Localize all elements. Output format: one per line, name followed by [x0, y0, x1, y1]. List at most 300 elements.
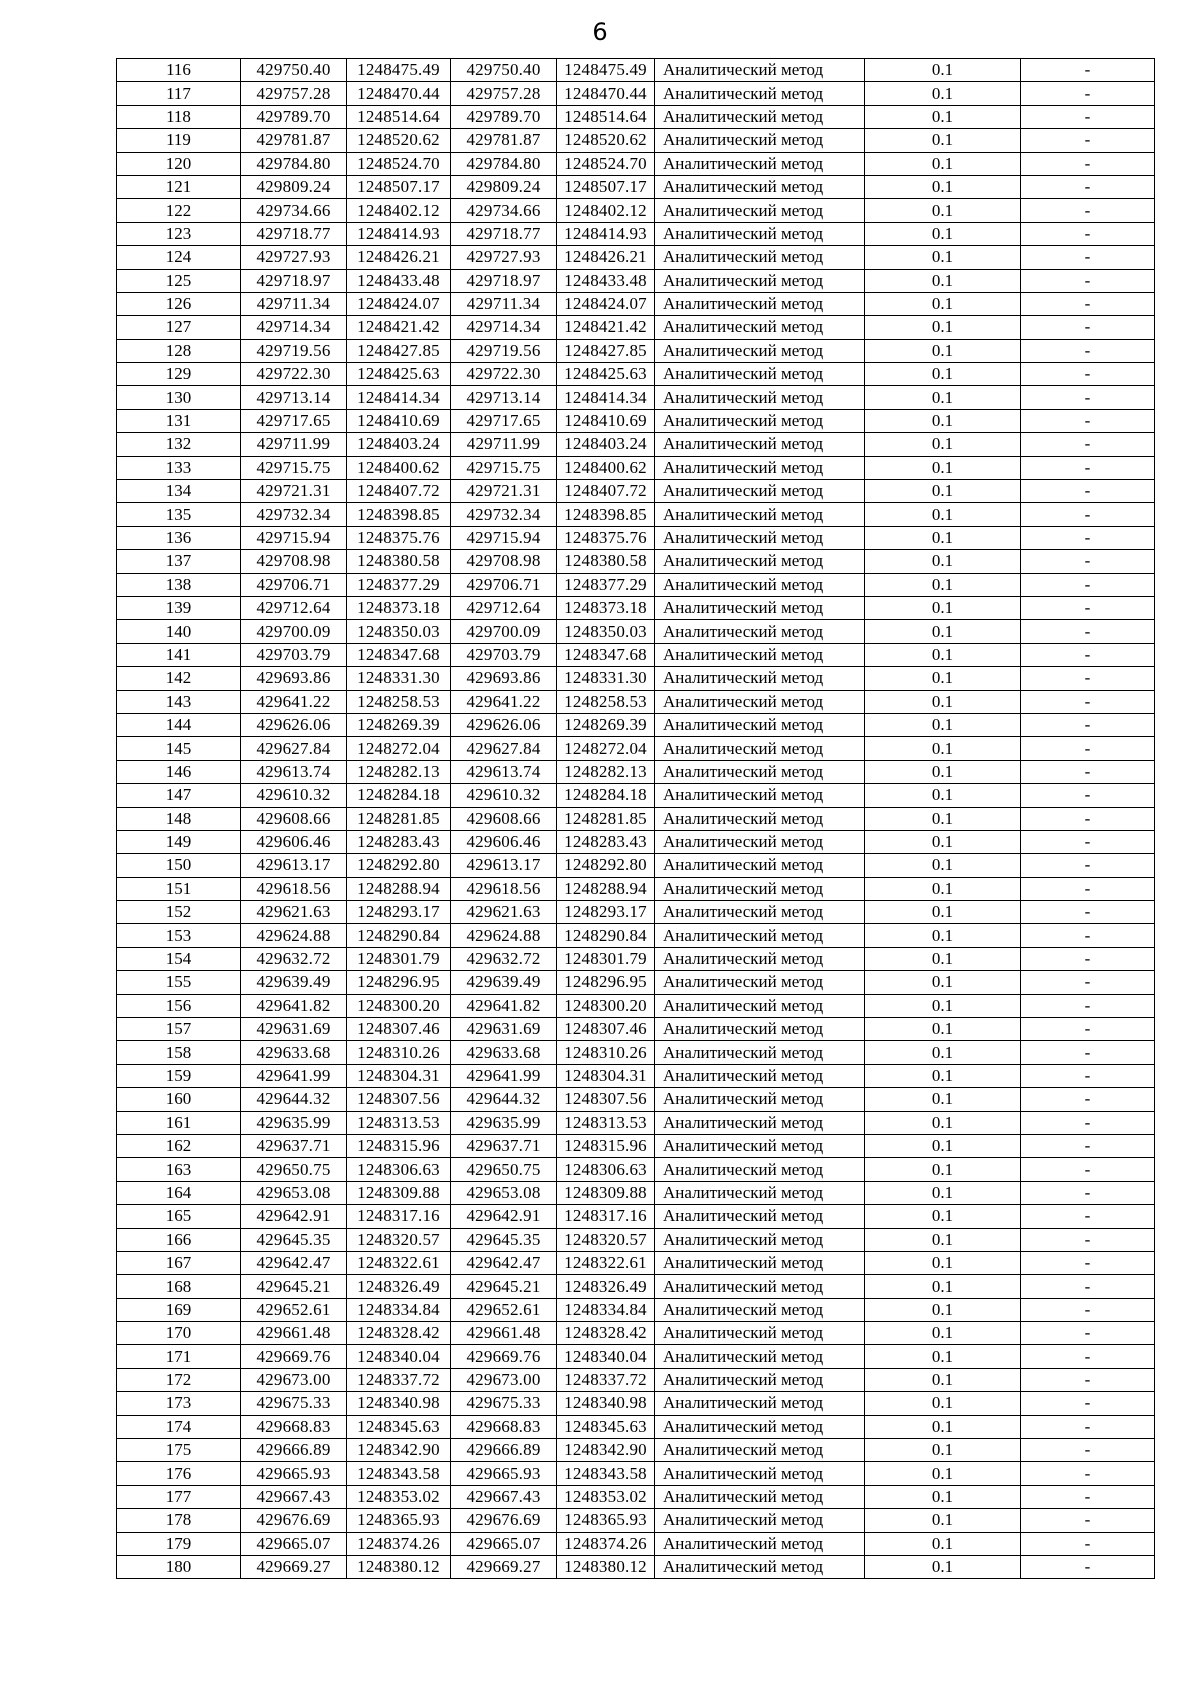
determination-method-cell: Аналитический метод [655, 1368, 865, 1391]
determination-method-cell: Аналитический метод [655, 129, 865, 152]
x-coordinate-2-cell: 429666.89 [451, 1439, 557, 1462]
x-coordinate-2-cell: 429610.32 [451, 784, 557, 807]
note-cell: - [1021, 1275, 1155, 1298]
table-row [117, 82, 1155, 105]
y-coordinate-cell: 1248425.63 [347, 363, 451, 386]
x-coordinate-2-cell: 429717.65 [451, 409, 557, 432]
accuracy-cell: 0.1 [865, 526, 1021, 549]
note-cell: - [1021, 82, 1155, 105]
note-cell: - [1021, 1298, 1155, 1321]
note-cell: - [1021, 1509, 1155, 1532]
x-coordinate-2-cell: 429645.35 [451, 1228, 557, 1251]
x-coordinate-2-cell: 429632.72 [451, 947, 557, 970]
accuracy-cell: 0.1 [865, 363, 1021, 386]
determination-method-cell: Аналитический метод [655, 1415, 865, 1438]
x-coordinate-cell: 429626.06 [241, 713, 347, 736]
note-cell: - [1021, 971, 1155, 994]
accuracy-cell: 0.1 [865, 1158, 1021, 1181]
table-row [117, 1415, 1155, 1438]
y-coordinate-2-cell: 1248421.42 [557, 316, 655, 339]
point-number-cell: 121 [117, 175, 241, 198]
x-coordinate-cell: 429703.79 [241, 643, 347, 666]
accuracy-cell: 0.1 [865, 971, 1021, 994]
accuracy-cell: 0.1 [865, 105, 1021, 128]
table-row [117, 526, 1155, 549]
x-coordinate-cell: 429715.94 [241, 526, 347, 549]
y-coordinate-cell: 1248307.56 [347, 1088, 451, 1111]
table-row [117, 1018, 1155, 1041]
y-coordinate-cell: 1248424.07 [347, 292, 451, 315]
table-row [117, 1392, 1155, 1415]
note-cell: - [1021, 620, 1155, 643]
table-row [117, 1345, 1155, 1368]
determination-method-cell: Аналитический метод [655, 199, 865, 222]
table-row [117, 503, 1155, 526]
note-cell: - [1021, 901, 1155, 924]
y-coordinate-2-cell: 1248380.58 [557, 550, 655, 573]
point-number-cell: 129 [117, 363, 241, 386]
accuracy-cell: 0.1 [865, 1228, 1021, 1251]
y-coordinate-2-cell: 1248514.64 [557, 105, 655, 128]
y-coordinate-2-cell: 1248424.07 [557, 292, 655, 315]
y-coordinate-2-cell: 1248365.93 [557, 1509, 655, 1532]
note-cell: - [1021, 737, 1155, 760]
point-number-cell: 169 [117, 1298, 241, 1321]
y-coordinate-cell: 1248347.68 [347, 643, 451, 666]
accuracy-cell: 0.1 [865, 1509, 1021, 1532]
note-cell: - [1021, 877, 1155, 900]
note-cell: - [1021, 222, 1155, 245]
determination-method-cell: Аналитический метод [655, 526, 865, 549]
note-cell: - [1021, 1556, 1155, 1579]
y-coordinate-2-cell: 1248292.80 [557, 854, 655, 877]
table-row [117, 1275, 1155, 1298]
x-coordinate-cell: 429624.88 [241, 924, 347, 947]
accuracy-cell: 0.1 [865, 386, 1021, 409]
y-coordinate-cell: 1248282.13 [347, 760, 451, 783]
y-coordinate-cell: 1248410.69 [347, 409, 451, 432]
x-coordinate-cell: 429627.84 [241, 737, 347, 760]
y-coordinate-cell: 1248380.58 [347, 550, 451, 573]
x-coordinate-cell: 429676.69 [241, 1509, 347, 1532]
point-number-cell: 116 [117, 59, 241, 82]
accuracy-cell: 0.1 [865, 620, 1021, 643]
x-coordinate-2-cell: 429711.99 [451, 433, 557, 456]
x-coordinate-2-cell: 429641.99 [451, 1064, 557, 1087]
accuracy-cell: 0.1 [865, 994, 1021, 1017]
determination-method-cell: Аналитический метод [655, 59, 865, 82]
determination-method-cell: Аналитический метод [655, 409, 865, 432]
x-coordinate-cell: 429645.21 [241, 1275, 347, 1298]
table-row [117, 550, 1155, 573]
y-coordinate-cell: 1248301.79 [347, 947, 451, 970]
determination-method-cell: Аналитический метод [655, 1462, 865, 1485]
table-row [117, 175, 1155, 198]
note-cell: - [1021, 1181, 1155, 1204]
determination-method-cell: Аналитический метод [655, 971, 865, 994]
table-row [117, 1111, 1155, 1134]
x-coordinate-cell: 429641.82 [241, 994, 347, 1017]
y-coordinate-2-cell: 1248313.53 [557, 1111, 655, 1134]
point-number-cell: 126 [117, 292, 241, 315]
accuracy-cell: 0.1 [865, 1205, 1021, 1228]
note-cell: - [1021, 643, 1155, 666]
x-coordinate-2-cell: 429633.68 [451, 1041, 557, 1064]
y-coordinate-2-cell: 1248293.17 [557, 901, 655, 924]
x-coordinate-2-cell: 429631.69 [451, 1018, 557, 1041]
accuracy-cell: 0.1 [865, 339, 1021, 362]
point-number-cell: 135 [117, 503, 241, 526]
table-row [117, 246, 1155, 269]
x-coordinate-2-cell: 429653.08 [451, 1181, 557, 1204]
point-number-cell: 172 [117, 1368, 241, 1391]
table-row [117, 947, 1155, 970]
determination-method-cell: Аналитический метод [655, 760, 865, 783]
table-row [117, 737, 1155, 760]
determination-method-cell: Аналитический метод [655, 292, 865, 315]
point-number-cell: 144 [117, 713, 241, 736]
point-number-cell: 155 [117, 971, 241, 994]
determination-method-cell: Аналитический метод [655, 877, 865, 900]
y-coordinate-2-cell: 1248281.85 [557, 807, 655, 830]
determination-method-cell: Аналитический метод [655, 363, 865, 386]
x-coordinate-2-cell: 429789.70 [451, 105, 557, 128]
table-body [117, 59, 1155, 1579]
x-coordinate-cell: 429718.97 [241, 269, 347, 292]
y-coordinate-2-cell: 1248304.31 [557, 1064, 655, 1087]
accuracy-cell: 0.1 [865, 246, 1021, 269]
y-coordinate-cell: 1248373.18 [347, 596, 451, 619]
determination-method-cell: Аналитический метод [655, 1064, 865, 1087]
x-coordinate-2-cell: 429669.27 [451, 1556, 557, 1579]
accuracy-cell: 0.1 [865, 947, 1021, 970]
note-cell: - [1021, 129, 1155, 152]
x-coordinate-2-cell: 429669.76 [451, 1345, 557, 1368]
note-cell: - [1021, 1322, 1155, 1345]
table-row [117, 807, 1155, 830]
x-coordinate-2-cell: 429635.99 [451, 1111, 557, 1134]
table-row [117, 1064, 1155, 1087]
x-coordinate-2-cell: 429667.43 [451, 1485, 557, 1508]
y-coordinate-2-cell: 1248410.69 [557, 409, 655, 432]
point-number-cell: 142 [117, 667, 241, 690]
table-row [117, 1251, 1155, 1274]
y-coordinate-2-cell: 1248414.93 [557, 222, 655, 245]
y-coordinate-cell: 1248283.43 [347, 830, 451, 853]
x-coordinate-cell: 429715.75 [241, 456, 347, 479]
x-coordinate-2-cell: 429626.06 [451, 713, 557, 736]
determination-method-cell: Аналитический метод [655, 1298, 865, 1321]
note-cell: - [1021, 596, 1155, 619]
y-coordinate-2-cell: 1248317.16 [557, 1205, 655, 1228]
accuracy-cell: 0.1 [865, 924, 1021, 947]
table-row [117, 1439, 1155, 1462]
table-row [117, 292, 1155, 315]
table-row [117, 59, 1155, 82]
accuracy-cell: 0.1 [865, 480, 1021, 503]
y-coordinate-2-cell: 1248520.62 [557, 129, 655, 152]
table-row [117, 643, 1155, 666]
point-number-cell: 133 [117, 456, 241, 479]
determination-method-cell: Аналитический метод [655, 1228, 865, 1251]
y-coordinate-cell: 1248350.03 [347, 620, 451, 643]
x-coordinate-2-cell: 429676.69 [451, 1509, 557, 1532]
table-row [117, 1205, 1155, 1228]
y-coordinate-cell: 1248300.20 [347, 994, 451, 1017]
point-number-cell: 168 [117, 1275, 241, 1298]
point-number-cell: 153 [117, 924, 241, 947]
point-number-cell: 157 [117, 1018, 241, 1041]
x-coordinate-2-cell: 429665.07 [451, 1532, 557, 1555]
table-row [117, 1462, 1155, 1485]
y-coordinate-cell: 1248307.46 [347, 1018, 451, 1041]
y-coordinate-2-cell: 1248320.57 [557, 1228, 655, 1251]
x-coordinate-cell: 429632.72 [241, 947, 347, 970]
note-cell: - [1021, 1111, 1155, 1134]
note-cell: - [1021, 1228, 1155, 1251]
x-coordinate-2-cell: 429718.77 [451, 222, 557, 245]
determination-method-cell: Аналитический метод [655, 1134, 865, 1157]
y-coordinate-2-cell: 1248296.95 [557, 971, 655, 994]
accuracy-cell: 0.1 [865, 760, 1021, 783]
point-number-cell: 180 [117, 1556, 241, 1579]
y-coordinate-2-cell: 1248326.49 [557, 1275, 655, 1298]
x-coordinate-cell: 429781.87 [241, 129, 347, 152]
y-coordinate-cell: 1248290.84 [347, 924, 451, 947]
accuracy-cell: 0.1 [865, 409, 1021, 432]
y-coordinate-cell: 1248315.96 [347, 1134, 451, 1157]
y-coordinate-cell: 1248427.85 [347, 339, 451, 362]
accuracy-cell: 0.1 [865, 807, 1021, 830]
determination-method-cell: Аналитический метод [655, 690, 865, 713]
point-number-cell: 139 [117, 596, 241, 619]
x-coordinate-2-cell: 429613.17 [451, 854, 557, 877]
table-row [117, 386, 1155, 409]
table-row [117, 339, 1155, 362]
y-coordinate-cell: 1248334.84 [347, 1298, 451, 1321]
x-coordinate-cell: 429661.48 [241, 1322, 347, 1345]
note-cell: - [1021, 526, 1155, 549]
table-row [117, 1509, 1155, 1532]
x-coordinate-2-cell: 429718.97 [451, 269, 557, 292]
table-row [117, 1322, 1155, 1345]
point-number-cell: 124 [117, 246, 241, 269]
x-coordinate-2-cell: 429784.80 [451, 152, 557, 175]
y-coordinate-cell: 1248403.24 [347, 433, 451, 456]
determination-method-cell: Аналитический метод [655, 480, 865, 503]
note-cell: - [1021, 363, 1155, 386]
y-coordinate-2-cell: 1248375.76 [557, 526, 655, 549]
accuracy-cell: 0.1 [865, 269, 1021, 292]
accuracy-cell: 0.1 [865, 596, 1021, 619]
table-row [117, 713, 1155, 736]
x-coordinate-cell: 429633.68 [241, 1041, 347, 1064]
y-coordinate-cell: 1248342.90 [347, 1439, 451, 1462]
y-coordinate-2-cell: 1248425.63 [557, 363, 655, 386]
determination-method-cell: Аналитический метод [655, 573, 865, 596]
x-coordinate-2-cell: 429627.84 [451, 737, 557, 760]
y-coordinate-cell: 1248306.63 [347, 1158, 451, 1181]
x-coordinate-cell: 429721.31 [241, 480, 347, 503]
accuracy-cell: 0.1 [865, 830, 1021, 853]
x-coordinate-cell: 429641.99 [241, 1064, 347, 1087]
y-coordinate-2-cell: 1248400.62 [557, 456, 655, 479]
y-coordinate-2-cell: 1248414.34 [557, 386, 655, 409]
x-coordinate-2-cell: 429722.30 [451, 363, 557, 386]
point-number-cell: 131 [117, 409, 241, 432]
y-coordinate-2-cell: 1248269.39 [557, 713, 655, 736]
y-coordinate-cell: 1248374.26 [347, 1532, 451, 1555]
point-number-cell: 158 [117, 1041, 241, 1064]
determination-method-cell: Аналитический метод [655, 1322, 865, 1345]
table-row [117, 924, 1155, 947]
determination-method-cell: Аналитический метод [655, 550, 865, 573]
x-coordinate-cell: 429667.43 [241, 1485, 347, 1508]
y-coordinate-cell: 1248296.95 [347, 971, 451, 994]
y-coordinate-cell: 1248470.44 [347, 82, 451, 105]
table-row [117, 1532, 1155, 1555]
accuracy-cell: 0.1 [865, 1462, 1021, 1485]
point-number-cell: 159 [117, 1064, 241, 1087]
y-coordinate-2-cell: 1248315.96 [557, 1134, 655, 1157]
determination-method-cell: Аналитический метод [655, 854, 865, 877]
note-cell: - [1021, 830, 1155, 853]
x-coordinate-2-cell: 429639.49 [451, 971, 557, 994]
determination-method-cell: Аналитический метод [655, 1509, 865, 1532]
note-cell: - [1021, 1205, 1155, 1228]
x-coordinate-cell: 429673.00 [241, 1368, 347, 1391]
point-number-cell: 147 [117, 784, 241, 807]
accuracy-cell: 0.1 [865, 503, 1021, 526]
y-coordinate-2-cell: 1248284.18 [557, 784, 655, 807]
determination-method-cell: Аналитический метод [655, 246, 865, 269]
accuracy-cell: 0.1 [865, 129, 1021, 152]
point-number-cell: 146 [117, 760, 241, 783]
table-row [117, 222, 1155, 245]
point-number-cell: 134 [117, 480, 241, 503]
accuracy-cell: 0.1 [865, 737, 1021, 760]
determination-method-cell: Аналитический метод [655, 386, 865, 409]
table-row [117, 1485, 1155, 1508]
table-row [117, 1556, 1155, 1579]
point-number-cell: 130 [117, 386, 241, 409]
x-coordinate-2-cell: 429732.34 [451, 503, 557, 526]
determination-method-cell: Аналитический метод [655, 175, 865, 198]
y-coordinate-cell: 1248520.62 [347, 129, 451, 152]
x-coordinate-2-cell: 429703.79 [451, 643, 557, 666]
note-cell: - [1021, 1415, 1155, 1438]
y-coordinate-2-cell: 1248288.94 [557, 877, 655, 900]
y-coordinate-2-cell: 1248398.85 [557, 503, 655, 526]
x-coordinate-cell: 429700.09 [241, 620, 347, 643]
point-number-cell: 179 [117, 1532, 241, 1555]
y-coordinate-2-cell: 1248407.72 [557, 480, 655, 503]
table-row [117, 1228, 1155, 1251]
y-coordinate-2-cell: 1248374.26 [557, 1532, 655, 1555]
x-coordinate-cell: 429693.86 [241, 667, 347, 690]
determination-method-cell: Аналитический метод [655, 737, 865, 760]
accuracy-cell: 0.1 [865, 222, 1021, 245]
x-coordinate-2-cell: 429693.86 [451, 667, 557, 690]
x-coordinate-2-cell: 429727.93 [451, 246, 557, 269]
accuracy-cell: 0.1 [865, 175, 1021, 198]
note-cell: - [1021, 199, 1155, 222]
point-number-cell: 141 [117, 643, 241, 666]
x-coordinate-cell: 429712.64 [241, 596, 347, 619]
x-coordinate-2-cell: 429721.31 [451, 480, 557, 503]
accuracy-cell: 0.1 [865, 82, 1021, 105]
point-number-cell: 161 [117, 1111, 241, 1134]
x-coordinate-cell: 429734.66 [241, 199, 347, 222]
table-row [117, 620, 1155, 643]
determination-method-cell: Аналитический метод [655, 620, 865, 643]
determination-method-cell: Аналитический метод [655, 947, 865, 970]
y-coordinate-2-cell: 1248426.21 [557, 246, 655, 269]
point-number-cell: 171 [117, 1345, 241, 1368]
table-row [117, 1041, 1155, 1064]
table-row [117, 573, 1155, 596]
determination-method-cell: Аналитический метод [655, 1485, 865, 1508]
y-coordinate-cell: 1248414.34 [347, 386, 451, 409]
x-coordinate-2-cell: 429644.32 [451, 1088, 557, 1111]
y-coordinate-cell: 1248414.93 [347, 222, 451, 245]
note-cell: - [1021, 550, 1155, 573]
x-coordinate-2-cell: 429645.21 [451, 1275, 557, 1298]
y-coordinate-cell: 1248288.94 [347, 877, 451, 900]
x-coordinate-cell: 429784.80 [241, 152, 347, 175]
x-coordinate-2-cell: 429642.91 [451, 1205, 557, 1228]
y-coordinate-cell: 1248284.18 [347, 784, 451, 807]
accuracy-cell: 0.1 [865, 1298, 1021, 1321]
x-coordinate-cell: 429665.07 [241, 1532, 347, 1555]
accuracy-cell: 0.1 [865, 877, 1021, 900]
note-cell: - [1021, 690, 1155, 713]
x-coordinate-2-cell: 429652.61 [451, 1298, 557, 1321]
y-coordinate-2-cell: 1248470.44 [557, 82, 655, 105]
y-coordinate-cell: 1248293.17 [347, 901, 451, 924]
x-coordinate-2-cell: 429750.40 [451, 59, 557, 82]
determination-method-cell: Аналитический метод [655, 1392, 865, 1415]
x-coordinate-cell: 429613.74 [241, 760, 347, 783]
y-coordinate-cell: 1248402.12 [347, 199, 451, 222]
determination-method-cell: Аналитический метод [655, 1041, 865, 1064]
y-coordinate-cell: 1248524.70 [347, 152, 451, 175]
y-coordinate-cell: 1248421.42 [347, 316, 451, 339]
page-number: 6 [592, 18, 608, 46]
note-cell: - [1021, 152, 1155, 175]
x-coordinate-cell: 429650.75 [241, 1158, 347, 1181]
table-row [117, 1134, 1155, 1157]
y-coordinate-2-cell: 1248340.04 [557, 1345, 655, 1368]
note-cell: - [1021, 994, 1155, 1017]
x-coordinate-2-cell: 429713.14 [451, 386, 557, 409]
y-coordinate-2-cell: 1248380.12 [557, 1556, 655, 1579]
x-coordinate-cell: 429606.46 [241, 830, 347, 853]
x-coordinate-2-cell: 429675.33 [451, 1392, 557, 1415]
x-coordinate-cell: 429610.32 [241, 784, 347, 807]
x-coordinate-cell: 429642.91 [241, 1205, 347, 1228]
accuracy-cell: 0.1 [865, 1556, 1021, 1579]
y-coordinate-cell: 1248340.98 [347, 1392, 451, 1415]
determination-method-cell: Аналитический метод [655, 1345, 865, 1368]
x-coordinate-2-cell: 429673.00 [451, 1368, 557, 1391]
point-number-cell: 122 [117, 199, 241, 222]
x-coordinate-cell: 429669.76 [241, 1345, 347, 1368]
x-coordinate-2-cell: 429809.24 [451, 175, 557, 198]
y-coordinate-2-cell: 1248402.12 [557, 199, 655, 222]
x-coordinate-cell: 429711.34 [241, 292, 347, 315]
accuracy-cell: 0.1 [865, 292, 1021, 315]
